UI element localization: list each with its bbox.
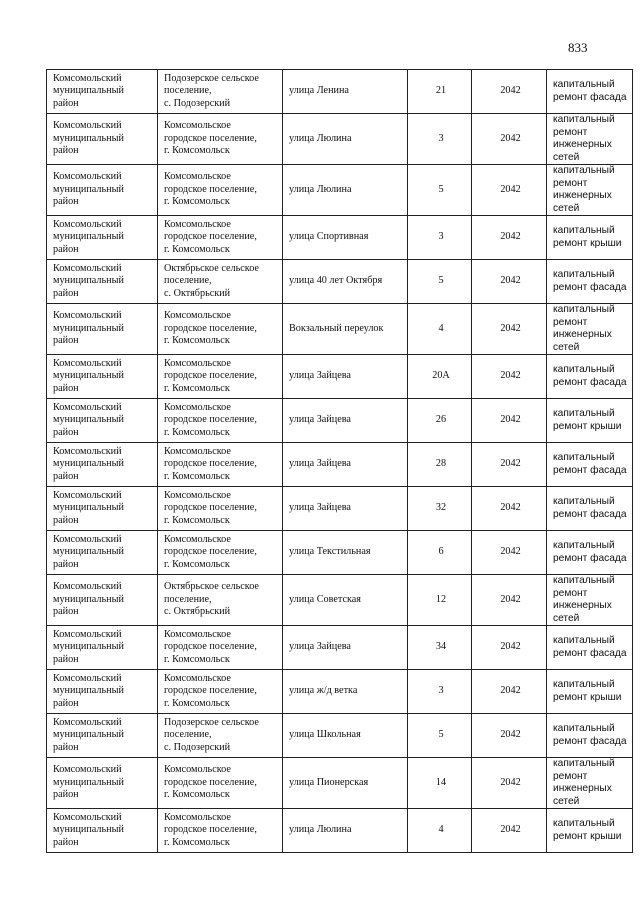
year-text: 2042 [500, 132, 521, 144]
year-text: 2042 [500, 85, 521, 97]
year-text: 2042 [500, 458, 521, 470]
district-cell [47, 714, 158, 758]
table-body [47, 70, 633, 853]
district-cell [47, 70, 158, 114]
district-text: Комсомольский муниципальный район [53, 628, 124, 665]
work-type-text: капитальный ремонт инженерных сетей [553, 758, 615, 807]
district-text: Комсомольский муниципальный район [53, 533, 124, 570]
work-type-cell [547, 399, 633, 443]
work-type-text: капитальный ремонт инженерных сетей [553, 114, 615, 163]
district-text: Комсомольский муниципальный район [53, 218, 124, 255]
street-text: улица Люлина [289, 183, 352, 195]
district-cell [47, 758, 158, 809]
street-text: улица 40 лет Октября [289, 275, 383, 287]
street-text: Вокзальный переулок [289, 322, 384, 334]
work-type-cell [547, 165, 633, 216]
settlement-cell [158, 670, 283, 714]
work-type-cell [547, 714, 633, 758]
year-text: 2042 [500, 729, 521, 741]
work-type-text: капитальный ремонт фасада [553, 79, 627, 103]
year-cell [472, 443, 547, 487]
house-number-cell [408, 260, 472, 304]
settlement-text: Комсомольское городское поселение, г. Комсомольск [164, 489, 257, 526]
street-text: улица Люлина [289, 824, 352, 836]
house-number-text: 4 [438, 824, 444, 836]
house-number-cell [408, 758, 472, 809]
settlement-text: Комсомольское городское поселение, г. Комсомольск [164, 445, 257, 482]
house-number-text: 26 [435, 414, 447, 426]
house-number-cell [408, 714, 472, 758]
year-text: 2042 [500, 685, 521, 697]
street-cell [283, 399, 408, 443]
district-text: Комсомольский муниципальный район [53, 171, 124, 208]
house-number-text: 34 [435, 641, 447, 653]
settlement-cell [158, 355, 283, 399]
work-type-text: капитальный ремонт инженерных сетей [553, 575, 615, 624]
settlement-cell [158, 531, 283, 575]
house-number-cell [408, 809, 472, 853]
work-type-text: капитальный ремонт крыши [553, 225, 622, 249]
settlement-cell [158, 487, 283, 531]
table-row [47, 216, 633, 260]
house-number-text: 14 [435, 776, 447, 788]
settlement-text: Комсомольское городское поселение, г. Комсомольск [164, 764, 257, 801]
page-number: 833 [568, 40, 588, 55]
house-number-cell [408, 165, 472, 216]
table-row [47, 355, 633, 399]
table-row [47, 443, 633, 487]
work-type-text: капитальный ремонт крыши [553, 679, 622, 703]
settlement-text: Комсомольское городское поселение, г. Комсомольск [164, 120, 257, 157]
street-text: улица Ленина [289, 85, 349, 97]
house-number-text: 4 [438, 322, 444, 334]
district-text: Комсомольский муниципальный район [53, 672, 124, 709]
settlement-text: Подозерское сельское поселение, с. Подозерский [164, 716, 259, 753]
settlement-text: Подозерское сельское поселение, с. Подозерский [164, 72, 259, 109]
street-cell [283, 670, 408, 714]
house-number-cell [408, 531, 472, 575]
house-number-cell [408, 575, 472, 626]
work-type-cell [547, 260, 633, 304]
table-row [47, 809, 633, 853]
street-text: улица Советская [289, 593, 361, 605]
settlement-text: Октябрьское сельское поселение, с. Октябрьский [164, 581, 259, 618]
year-text: 2042 [500, 641, 521, 653]
district-cell [47, 487, 158, 531]
work-type-cell [547, 626, 633, 670]
repair-schedule-table [46, 69, 633, 853]
work-type-text: капитальный ремонт инженерных сетей [553, 304, 615, 353]
street-cell [283, 216, 408, 260]
settlement-cell [158, 70, 283, 114]
work-type-cell [547, 487, 633, 531]
house-number-text: 32 [435, 502, 447, 514]
table-row [47, 399, 633, 443]
year-cell [472, 304, 547, 355]
work-type-cell [547, 670, 633, 714]
year-text: 2042 [500, 593, 521, 605]
street-cell [283, 531, 408, 575]
settlement-text: Комсомольское городское поселение, г. Комсомольск [164, 672, 257, 709]
street-text: улица Зайцева [289, 414, 351, 426]
street-text: улица ж/д ветка [289, 685, 358, 697]
work-type-cell [547, 758, 633, 809]
house-number-text: 28 [435, 458, 447, 470]
work-type-text: капитальный ремонт крыши [553, 408, 622, 432]
house-number-text: 5 [438, 275, 444, 287]
house-number-cell [408, 114, 472, 165]
settlement-cell [158, 626, 283, 670]
year-cell [472, 809, 547, 853]
district-cell [47, 216, 158, 260]
settlement-text: Октябрьское сельское поселение, с. Октябрьский [164, 262, 259, 299]
district-cell [47, 443, 158, 487]
district-text: Комсомольский муниципальный район [53, 72, 124, 109]
settlement-cell [158, 399, 283, 443]
settlement-cell [158, 114, 283, 165]
settlement-text: Комсомольское городское поселение, г. Комсомольск [164, 218, 257, 255]
settlement-text: Комсомольское городское поселение, г. Комсомольск [164, 533, 257, 570]
street-text: улица Пионерская [289, 776, 369, 788]
settlement-text: Комсомольское городское поселение, г. Комсомольск [164, 310, 257, 347]
work-type-text: капитальный ремонт фасада [553, 269, 627, 293]
settlement-cell [158, 443, 283, 487]
house-number-cell [408, 670, 472, 714]
settlement-text: Комсомольское городское поселение, г. Комсомольск [164, 357, 257, 394]
street-cell [283, 626, 408, 670]
work-type-cell [547, 216, 633, 260]
street-cell [283, 714, 408, 758]
street-cell [283, 575, 408, 626]
house-number-text: 20А [432, 370, 450, 382]
house-number-text: 12 [435, 593, 447, 605]
year-cell [472, 216, 547, 260]
district-text: Комсомольский муниципальный район [53, 310, 124, 347]
district-text: Комсомольский муниципальный район [53, 262, 124, 299]
house-number-text: 6 [438, 546, 444, 558]
work-type-cell [547, 809, 633, 853]
table-row [47, 670, 633, 714]
settlement-cell [158, 758, 283, 809]
street-cell [283, 355, 408, 399]
work-type-cell [547, 355, 633, 399]
work-type-text: капитальный ремонт фасада [553, 364, 627, 388]
year-text: 2042 [500, 275, 521, 287]
year-cell [472, 758, 547, 809]
district-cell [47, 809, 158, 853]
year-text: 2042 [500, 776, 521, 788]
year-cell [472, 399, 547, 443]
work-type-text: капитальный ремонт фасада [553, 540, 627, 564]
settlement-text: Комсомольское городское поселение, г. Комсомольск [164, 401, 257, 438]
house-number-cell [408, 216, 472, 260]
district-text: Комсомольский муниципальный район [53, 445, 124, 482]
year-text: 2042 [500, 322, 521, 334]
district-text: Комсомольский муниципальный район [53, 357, 124, 394]
district-cell [47, 114, 158, 165]
work-type-text: капитальный ремонт фасада [553, 723, 627, 747]
street-text: улица Зайцева [289, 641, 351, 653]
year-text: 2042 [500, 502, 521, 514]
district-cell [47, 165, 158, 216]
district-text: Комсомольский муниципальный район [53, 489, 124, 526]
settlement-cell [158, 165, 283, 216]
year-text: 2042 [500, 824, 521, 836]
work-type-cell [547, 575, 633, 626]
street-text: улица Зайцева [289, 502, 351, 514]
street-text: улица Зайцева [289, 458, 351, 470]
year-cell [472, 70, 547, 114]
district-cell [47, 575, 158, 626]
street-text: улица Люлина [289, 132, 352, 144]
street-cell [283, 443, 408, 487]
district-cell [47, 531, 158, 575]
settlement-text: Комсомольское городское поселение, г. Комсомольск [164, 811, 257, 848]
settlement-text: Комсомольское городское поселение, г. Комсомольск [164, 171, 257, 208]
street-cell [283, 70, 408, 114]
year-cell [472, 487, 547, 531]
year-text: 2042 [500, 183, 521, 195]
settlement-cell [158, 304, 283, 355]
work-type-text: капитальный ремонт инженерных сетей [553, 165, 615, 214]
house-number-cell [408, 355, 472, 399]
house-number-cell [408, 70, 472, 114]
work-type-text: капитальный ремонт крыши [553, 818, 622, 842]
work-type-cell [547, 531, 633, 575]
year-cell [472, 165, 547, 216]
street-cell [283, 165, 408, 216]
year-cell [472, 355, 547, 399]
house-number-text: 3 [438, 231, 444, 243]
street-text: улица Спортивная [289, 231, 369, 243]
district-text: Комсомольский муниципальный район [53, 716, 124, 753]
year-cell [472, 260, 547, 304]
work-type-cell [547, 114, 633, 165]
settlement-text: Комсомольское городское поселение, г. Комсомольск [164, 628, 257, 665]
year-text: 2042 [500, 546, 521, 558]
district-text: Комсомольский муниципальный район [53, 811, 124, 848]
table-row [47, 165, 633, 216]
district-cell [47, 399, 158, 443]
street-cell [283, 260, 408, 304]
table-row [47, 70, 633, 114]
year-cell [472, 575, 547, 626]
house-number-cell [408, 399, 472, 443]
district-text: Комсомольский муниципальный район [53, 401, 124, 438]
settlement-cell [158, 714, 283, 758]
year-text: 2042 [500, 414, 521, 426]
house-number-text: 21 [435, 85, 447, 97]
work-type-cell [547, 70, 633, 114]
district-cell [47, 626, 158, 670]
table-row [47, 304, 633, 355]
table-row [47, 758, 633, 809]
district-text: Комсомольский муниципальный район [53, 764, 124, 801]
street-cell [283, 758, 408, 809]
settlement-cell [158, 809, 283, 853]
house-number-text: 3 [438, 685, 444, 697]
district-cell [47, 355, 158, 399]
house-number-text: 3 [438, 132, 444, 144]
house-number-cell [408, 626, 472, 670]
house-number-cell [408, 304, 472, 355]
year-cell [472, 626, 547, 670]
settlement-cell [158, 260, 283, 304]
house-number-text: 5 [438, 183, 444, 195]
district-cell [47, 260, 158, 304]
district-cell [47, 670, 158, 714]
street-text: улица Школьная [289, 729, 361, 741]
work-type-cell [547, 443, 633, 487]
table-row [47, 714, 633, 758]
year-text: 2042 [500, 231, 521, 243]
year-cell [472, 670, 547, 714]
table-row [47, 260, 633, 304]
district-text: Комсомольский муниципальный район [53, 581, 124, 618]
year-text: 2042 [500, 370, 521, 382]
street-cell [283, 487, 408, 531]
settlement-cell [158, 575, 283, 626]
table-row [47, 531, 633, 575]
house-number-text: 5 [438, 729, 444, 741]
year-cell [472, 531, 547, 575]
street-text: улица Зайцева [289, 370, 351, 382]
house-number-cell [408, 443, 472, 487]
table-row [47, 626, 633, 670]
table-row [47, 575, 633, 626]
work-type-cell [547, 304, 633, 355]
year-cell [472, 714, 547, 758]
street-cell [283, 809, 408, 853]
table-row [47, 487, 633, 531]
work-type-text: капитальный ремонт фасада [553, 452, 627, 476]
house-number-cell [408, 487, 472, 531]
table-row [47, 114, 633, 165]
street-cell [283, 114, 408, 165]
year-cell [472, 114, 547, 165]
work-type-text: капитальный ремонт фасада [553, 496, 627, 520]
district-text: Комсомольский муниципальный район [53, 120, 124, 157]
street-text: улица Текстильная [289, 546, 371, 558]
street-cell [283, 304, 408, 355]
district-cell [47, 304, 158, 355]
settlement-cell [158, 216, 283, 260]
work-type-text: капитальный ремонт фасада [553, 635, 627, 659]
